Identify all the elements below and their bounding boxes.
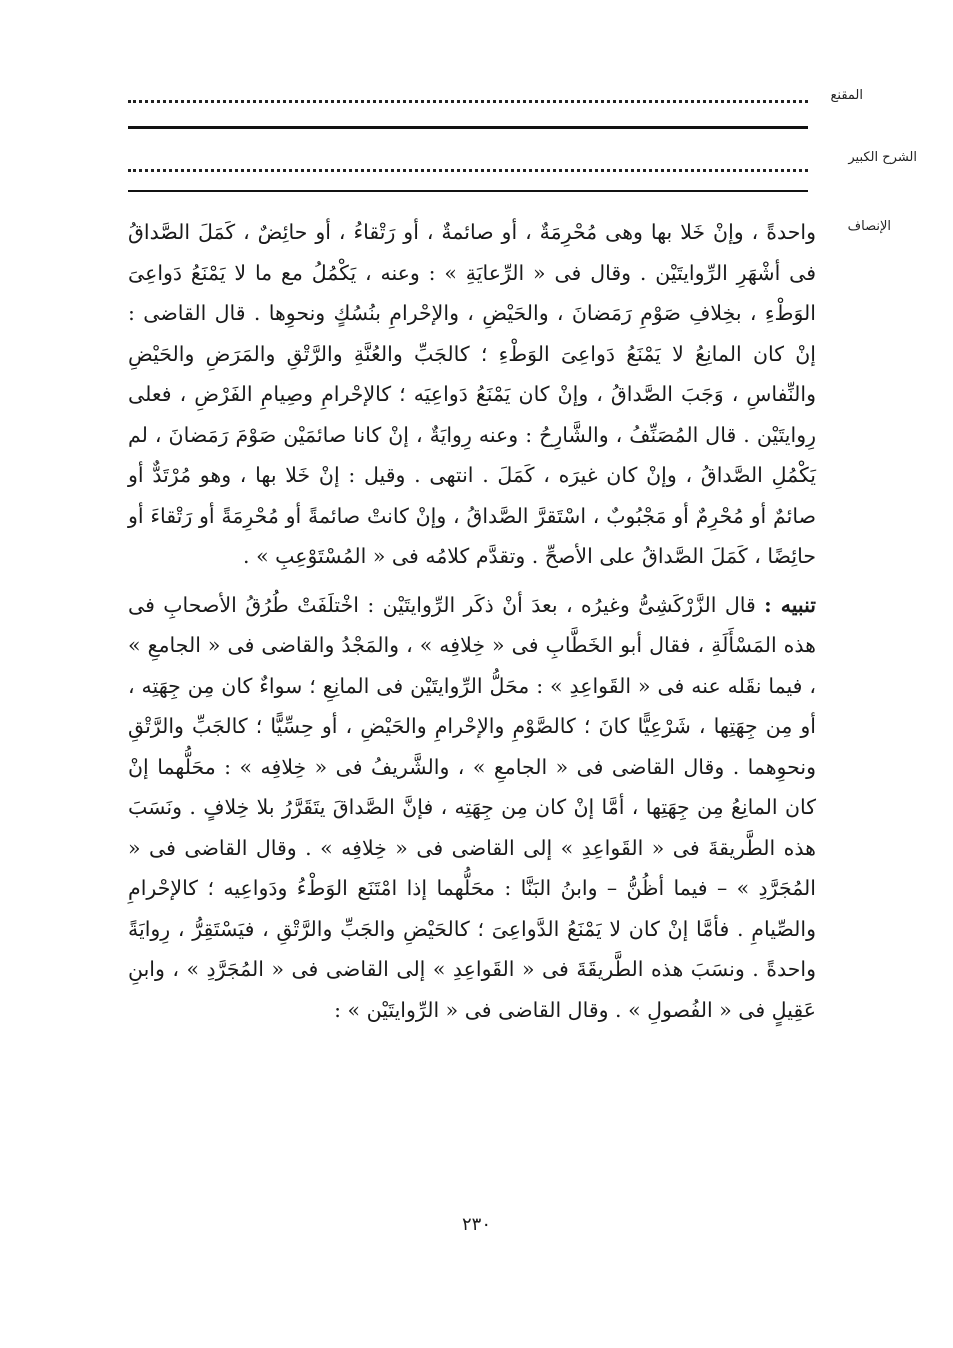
insaf-text-block — [128, 212, 816, 1030]
thin-divider — [128, 190, 808, 192]
tanbih-text: قال الزَّرْكَشِىُّ وغيرُه ، بعدَ أنْ ذكَر الرِّوايتَيْن : اخْتلَفَتْ طُرُقُ الأصحابِ فى هذه المَسْأَلَةِ ، فقال أبو الخَطَّابِ فى « خِلافِه » ، والمَجْدُ والقاضى فى « الجامعِ » ، فيما نقَله عنه فى « القَواعِدِ » : محَلُّ الرِّوايتَيْن فى المانِعِ ؛ سواءٌ كان مِن جِهَتِه ، أو مِن جِهَتِها ، شَرْعِيًّا كانَ ؛ كالصَّوْمِ والإحْرامِ والحَيْضِ ، أو حِسِّيًّا ؛ كالجَبِّ والرَّتْقِ ونحوِهما . وقال القاضى فى « الجامعِ » ، والشَّريفُ فى « خِلافِه » : محَلُّهما إنْ كان المانِعُ مِن جِهَتِها ، أمَّا إنْ كان مِن جِهَتِه ، فإنَّ الصَّداقَ يتَقَرَّرُ بلا خِلافٍ . ونَسَبَ هذه الطَّريقةَ فى « القَواعِدِ » إلى القاضى فى « خِلافِه » . وقال القاضى فى « المُجَرَّدِ » – فيما أظُنُّ – وابنُ البَنَّا : محَلُّهما إذا امْتَنَع الوَطْءُ ودَواعِيه ؛ كالإحْرامِ والصِّيامِ . فأمَّا إنْ كان لا يَمْنَعُ الدَّواعِىَ ؛ كالحَيْضِ والجَبِّ والرَّتْقِ ، فيَسْتَقِرُّ ، رِوايَةً واحدةً . ونسَبَ هذه الطَّريقَةَ فى « القَواعِدِ » إلى القاضى فى « المُجَرَّدِ » ، وابنِ عَقِيلٍ فى « الفُصولِ » . وقال القاضى فى « الرِّوايتَيْن » : — [128, 592, 816, 1022]
sharh-label: الشرح الكبير — [848, 150, 917, 165]
page-number: ٢٣٠ — [461, 1214, 491, 1235]
sharh-dotted-line — [128, 155, 808, 172]
insaf-paragraph-1: واحدةً ، وإنْ خَلا بها وهى مُحْرِمَةٌ ، أو صائمةٌ ، أو رَتْقاءُ ، أو حائِضٌ ، كَمَلَ الصَّداقُ فى أشْهَرِ الرِّوايتَيْن . وقال فى « الرِّعايَةِ » : وعنه ، يَكْمُلُ مع ما لا يَمْنَعُ دَواعِىَ الوَطْءِ ، بخِلافِ صَوْمِ رَمَضانَ ، والحَيْضِ ، والإحْرامِ بنُسُكٍ ونحوِها . قال القاضى : إنْ كان المانِعُ لا يَمْنَعُ دَواعِىَ الوَطْءِ ؛ كالجَبِّ والعُنَّةِ والرَّتْقِ والمَرَضِ والحَيْضِ والنِّفاسِ ، وَجَبَ الصَّداقُ ، وإنْ كان يَمْنَعُ دَواعِيَه ؛ كالإحْرامِ وصِيامِ الفَرْضِ ، فعلى رِوايتَيْن . قال المُصَنِّفُ ، والشَّارِحُ : وعنه رِوايَةٌ ، إنْ كانا صائمَيْن صَوْمَ رَمَضانَ ، لم يَكْمُلِ الصَّداقُ ، وإنْ كان غيرَه ، كَمَلَ . انتهى . وقيل : إنْ خَلا بها ، وهو مُرْتَدٌّ أو صائمٌ أو مُحْرِمٌ أو مَجْبُوبٌ ، اسْتَقرَّ الصَّداقُ ، وإنْ كانتْ صائمةً أو مُحْرِمَةً أو رَتْقاءَ أو حائِضًا ، كَمَلَ الصَّداقُ على الأصحِّ . وتقدَّم كلامُه فى « المُسْتَوْعِبِ » . — [128, 220, 816, 568]
muqni-dotted-line — [128, 86, 808, 103]
muqni-label: المقنع — [830, 88, 863, 103]
insaf-label: الإنصاف — [847, 219, 891, 234]
thick-divider — [128, 126, 808, 129]
tanbih-label: تنبيه : — [764, 592, 816, 617]
insaf-paragraph-2 — [128, 585, 816, 1031]
